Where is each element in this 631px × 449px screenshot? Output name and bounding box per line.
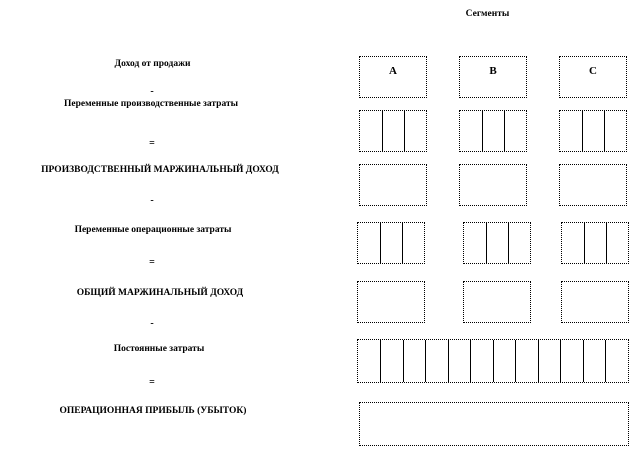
cell-divider xyxy=(402,223,403,263)
segments-header: Сегменты xyxy=(465,9,510,19)
cell-divider xyxy=(504,111,505,151)
segment-c-box xyxy=(559,56,627,98)
cell-divider xyxy=(582,111,583,151)
var-prod-costs-b xyxy=(459,110,527,152)
prod-margin-b xyxy=(459,164,527,206)
var-prod-costs-a xyxy=(359,110,427,152)
cell-divider xyxy=(448,340,449,382)
cell-divider xyxy=(470,340,471,382)
equals-operator: = xyxy=(149,377,155,388)
var-oper-costs-b xyxy=(463,222,531,264)
cell-divider xyxy=(493,340,494,382)
cell-divider xyxy=(515,340,516,382)
cell-divider xyxy=(382,111,383,151)
cell-divider xyxy=(538,340,539,382)
cell-divider xyxy=(605,340,606,382)
var-prod-costs-c xyxy=(559,110,627,152)
cell-divider xyxy=(380,223,381,263)
prod-margin-a xyxy=(359,164,427,206)
row-label-operating-profit: ОПЕРАЦИОННАЯ ПРИБЫЛЬ (УБЫТОК) xyxy=(59,406,247,416)
cell-divider xyxy=(482,111,483,151)
cell-divider xyxy=(606,223,607,263)
row-label-total-margin: ОБЩИЙ МАРЖИНАЛЬНЫЙ ДОХОД xyxy=(76,288,244,298)
cell-divider xyxy=(583,340,584,382)
row-label-variable-production-costs: Переменные производственные затраты xyxy=(63,99,239,109)
cell-divider xyxy=(403,340,404,382)
total-margin-a xyxy=(357,281,425,323)
segment-c-label: C xyxy=(589,65,597,77)
segment-a-box xyxy=(359,56,427,98)
minus-operator: - xyxy=(150,318,154,329)
total-margin-b xyxy=(463,281,531,323)
minus-operator: - xyxy=(150,195,154,206)
operating-profit-box xyxy=(359,402,629,446)
cell-divider xyxy=(380,340,381,382)
cell-divider xyxy=(486,223,487,263)
segment-b-label: B xyxy=(489,65,497,77)
row-label-variable-operating-costs: Переменные операционные затраты xyxy=(74,225,232,235)
var-oper-costs-c xyxy=(561,222,629,264)
cell-divider xyxy=(404,111,405,151)
cell-divider xyxy=(604,111,605,151)
segment-a-label: A xyxy=(389,65,397,77)
row-label-fixed-costs: Постоянные затраты xyxy=(113,344,205,354)
row-label-sales: Доход от продажи xyxy=(114,59,191,69)
minus-operator: - xyxy=(150,86,154,97)
segment-b-box xyxy=(459,56,527,98)
equals-operator: = xyxy=(149,257,155,268)
cell-divider xyxy=(584,223,585,263)
total-margin-c xyxy=(561,281,629,323)
cell-divider xyxy=(560,340,561,382)
cell-divider xyxy=(508,223,509,263)
cell-divider xyxy=(425,340,426,382)
row-label-production-margin: ПРОИЗВОДСТВЕННЫЙ МАРЖИНАЛЬНЫЙ ДОХОД xyxy=(41,165,279,175)
var-oper-costs-a xyxy=(357,222,425,264)
prod-margin-c xyxy=(559,164,627,206)
equals-operator: = xyxy=(149,138,155,149)
fixed-costs-box xyxy=(357,339,629,383)
